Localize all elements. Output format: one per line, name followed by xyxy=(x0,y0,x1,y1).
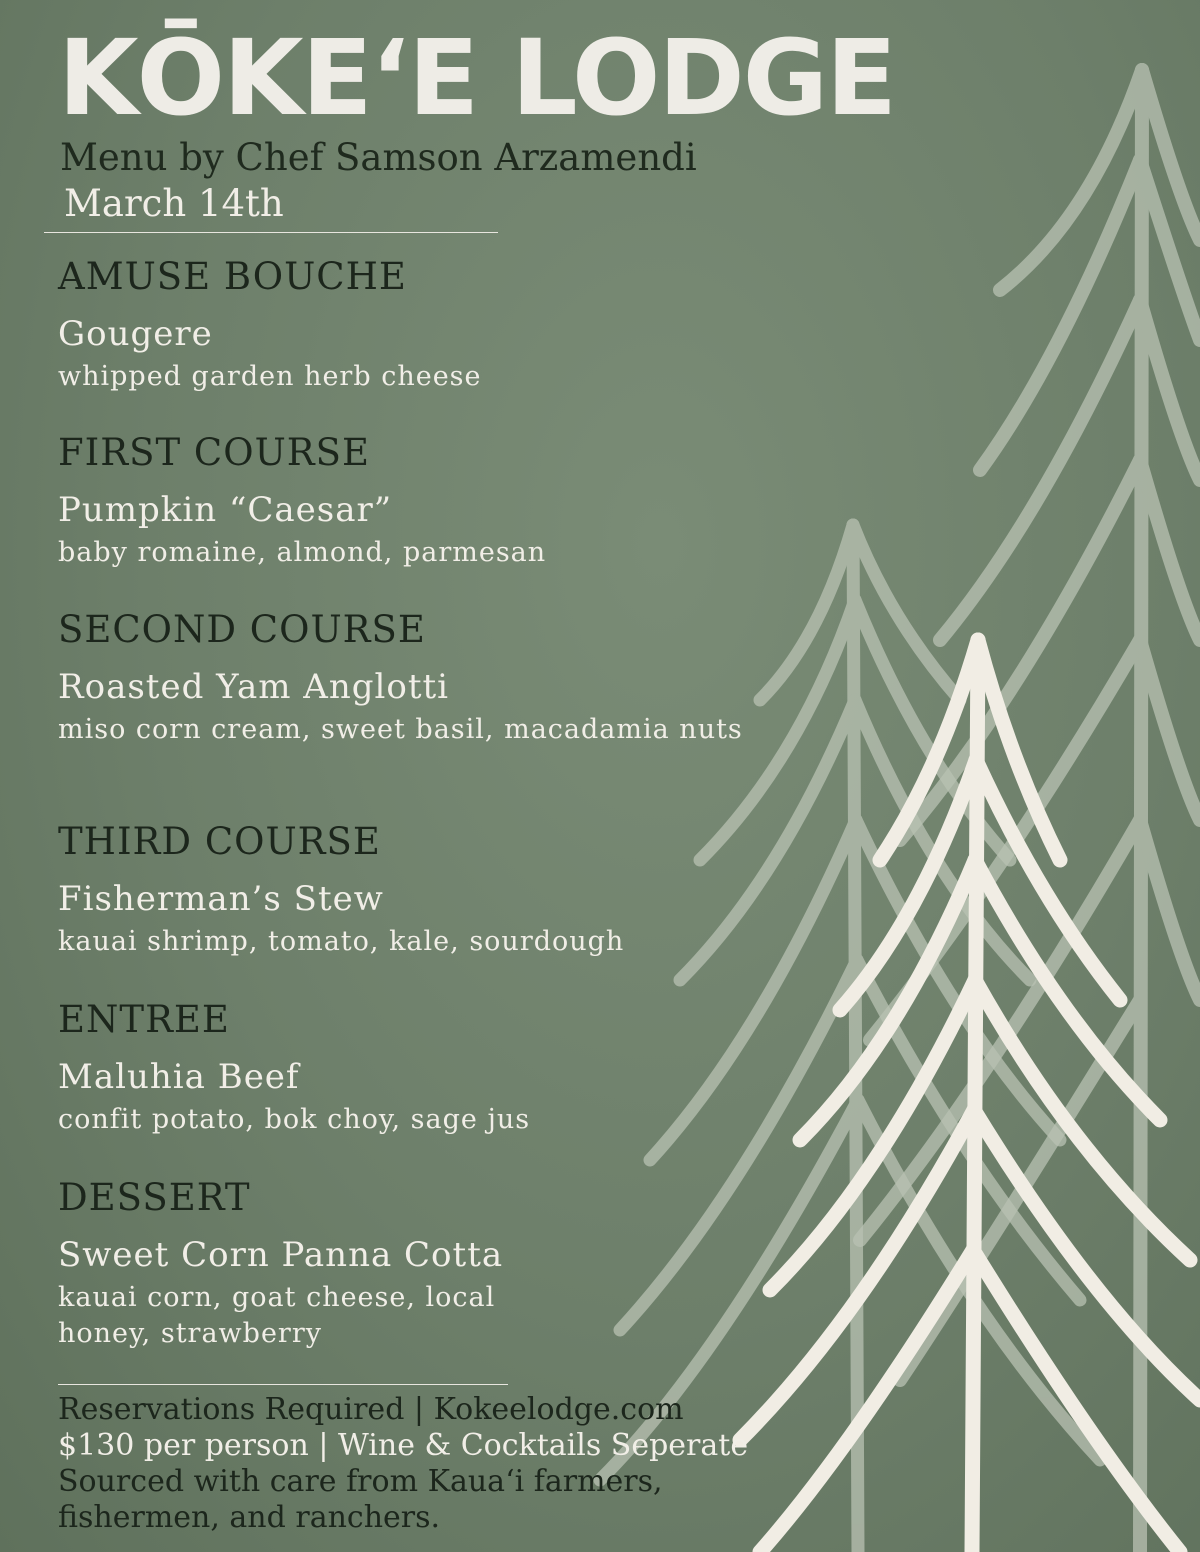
dish-name: Gougere xyxy=(58,314,213,354)
dish-description: kauai shrimp, tomato, kale, sourdough xyxy=(58,926,625,957)
course-title: DESSERT xyxy=(58,1176,251,1219)
dish-name: Fisherman’s Stew xyxy=(58,879,384,919)
event-date: March 14th xyxy=(64,182,284,225)
footer-divider xyxy=(58,1384,508,1385)
dish-description: baby romaine, almond, parmesan xyxy=(58,537,547,568)
course-title: ENTREE xyxy=(58,998,230,1041)
course-first xyxy=(58,431,778,571)
course-entree xyxy=(58,998,778,1138)
dish-description: whipped garden herb cheese xyxy=(58,361,482,392)
menu-subtitle: Menu by Chef Samson Arzamendi xyxy=(60,136,697,179)
course-dessert xyxy=(58,1176,778,1352)
header-divider xyxy=(44,232,498,233)
footer xyxy=(58,1392,818,1536)
course-title: FIRST COURSE xyxy=(58,431,370,474)
course-third xyxy=(58,820,778,960)
reservations-line: Reservations Required | Kokeelodge.com xyxy=(58,1392,684,1427)
sourcing-note: Sourced with care from Kaua‘i farmers, fishermen, and ranchers. xyxy=(58,1464,663,1535)
course-second xyxy=(58,608,778,748)
dish-name: Maluhia Beef xyxy=(58,1057,300,1097)
course-amuse-bouche xyxy=(58,255,778,395)
dish-name: Roasted Yam Anglotti xyxy=(58,667,450,707)
course-title: SECOND COURSE xyxy=(58,608,426,651)
dish-description: miso corn cream, sweet basil, macadamia nuts xyxy=(58,714,743,745)
course-title: THIRD COURSE xyxy=(58,820,381,863)
dish-name: Pumpkin “Caesar” xyxy=(58,490,393,530)
price-line: $130 per person | Wine & Cocktails Seperate xyxy=(58,1428,749,1463)
course-title: AMUSE BOUCHE xyxy=(58,255,407,298)
dish-description: kauai corn, goat cheese, local honey, strawberry xyxy=(58,1282,496,1349)
logo-wordmark: KŌKE‘E LODGE xyxy=(58,17,896,139)
dish-name: Sweet Corn Panna Cotta xyxy=(58,1235,504,1275)
dish-description: confit potato, bok choy, sage jus xyxy=(58,1104,531,1135)
